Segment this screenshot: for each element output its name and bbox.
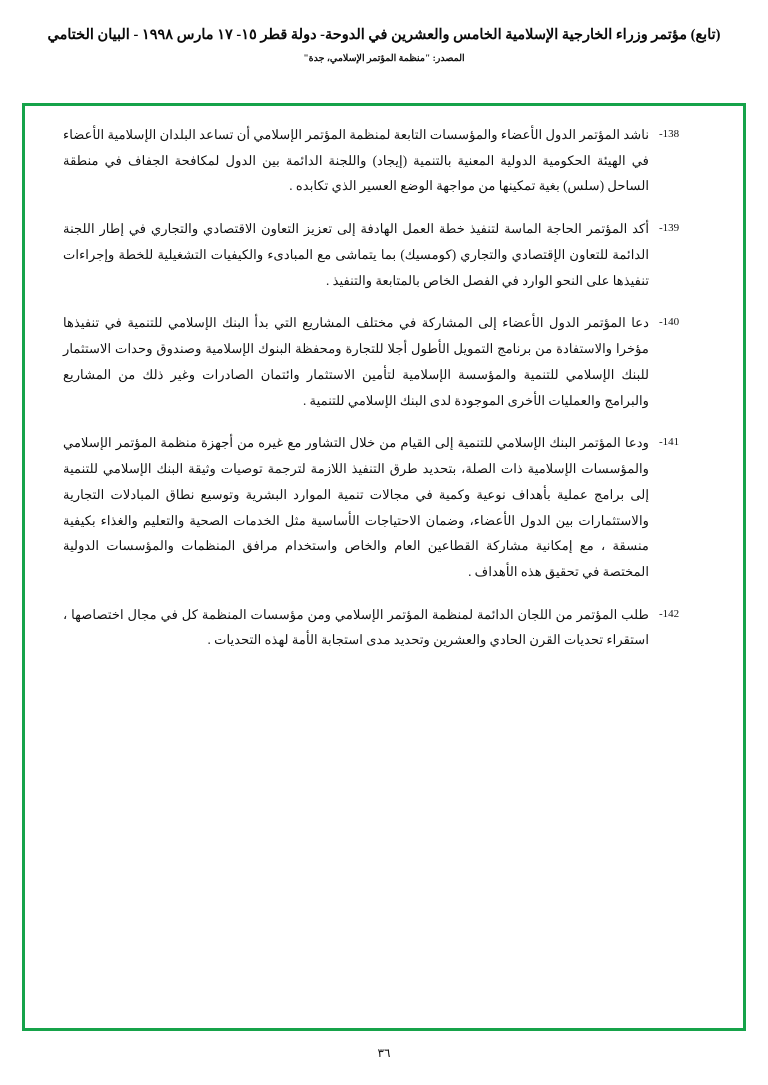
paragraph-number: -138: [659, 128, 680, 140]
paragraph-number: -140: [659, 316, 680, 329]
paragraph-140: [51, 310, 717, 413]
paragraph-text: ناشد المؤتمر الدول الأعضاء والمؤسسات التابعة لمنظمة المؤتمر الإسلامي أن تساعد البلدان الإسلامية الأعضاء في الهيئة الحكومية الدولية المعنية بالتنمية (إيجاد) واللجنة الدائمة بين الدول لمكافحة الجفاف في منطقة الساحل (سلس) بغية تمكينها من مواجهة الوضع العسير الذي تكابده .: [63, 127, 649, 194]
paragraph-text: طلب المؤتمر من اللجان الدائمة لمنظمة المؤتمر الإسلامي ومن مؤسسات المنظمة كل في مجال اختصاصها ، استقراء تحديات القرن الحادي والعشرين وتحديد مدى استجابة الأمة لهذه التحديات .: [63, 606, 649, 648]
source-line: المصدر: "منظمة المؤتمر الإسلامي، جدة": [303, 53, 465, 64]
paragraph-text: أكد المؤتمر الحاجة الماسة لتنفيذ خطة العمل الهادفة إلى تعزيز التعاون الاقتصادي والتجاري في إطار اللجنة الدائمة للتعاون الإقتصادي والتجاري (كومسيك) بما يتماشى مع المبادىء والكيفيات التشغيلية للخطة وإجراءات تنفيذها على النحو الوارد في الفصل الخاص بالمتابعة والتنفيذ .: [63, 221, 649, 288]
paragraph-141: [51, 430, 717, 584]
paragraph-138: [51, 122, 717, 199]
page-title: (تابع) مؤتمر وزراء الخارجية الإسلامية الخامس والعشرين في الدوحة- دولة قطر ١٥- ١٧ مارس ١٩٩٨ - البيان الختامي: [47, 27, 721, 43]
paragraph-number: -141: [659, 436, 680, 449]
paragraph-139: [51, 216, 717, 293]
page-number: ٣٦: [377, 1046, 391, 1060]
document-header: [0, 0, 768, 64]
paragraph-text: ودعا المؤتمر البنك الإسلامي للتنمية إلى القيام من خلال التشاور مع غيره من أجهزة منظمة المؤتمر الإسلامي والمؤسسات الإسلامية ذات الصلة، بتحديد طرق التنفيذ اللازمة لترجمة توصيات وثيقة البنك الإسلامي للتنمية إلى برامج عملية بأهداف نوعية وكمية في مجالات تنمية الموارد البشرية وتوسيع نطاق المبادلات التجارية والاستثمارات بين الدول الأعضاء، وضمان الاحتياجات الأساسية مثل الخدمات الصحية والتعليم والغذاء بكيفية منسقة ، مع إمكانية مشاركة القطاعين العام والخاص واستخدام مرافق المنظمات والمؤسسات الدولية المختصة في تحقيق هذه الأهداف .: [63, 435, 649, 580]
paragraph-number: -139: [659, 222, 680, 235]
content-frame: [22, 103, 746, 1031]
content-body: [25, 106, 743, 1028]
paragraph-number: -142: [659, 607, 680, 620]
paragraph-text: دعا المؤتمر الدول الأعضاء إلى المشاركة في مختلف المشاريع التي بدأ البنك الإسلامي للتنمية في تنفيذها مؤخرا والاستفادة من برنامج التمويل الأطول أجلا للتجارة ومحفظة البنوك الإسلامية وصندوق وحدات الاستثمار للبنك الإسلامي للتنمية والمؤسسة الإسلامية لتأمين الاستثمار وائتمان الصادرات وغير ذلك من المشاريع والبرامج والعمليات الأخرى الموجودة لدى البنك الإسلامي للتنمية .: [63, 315, 649, 408]
paragraph-142: [51, 602, 717, 653]
